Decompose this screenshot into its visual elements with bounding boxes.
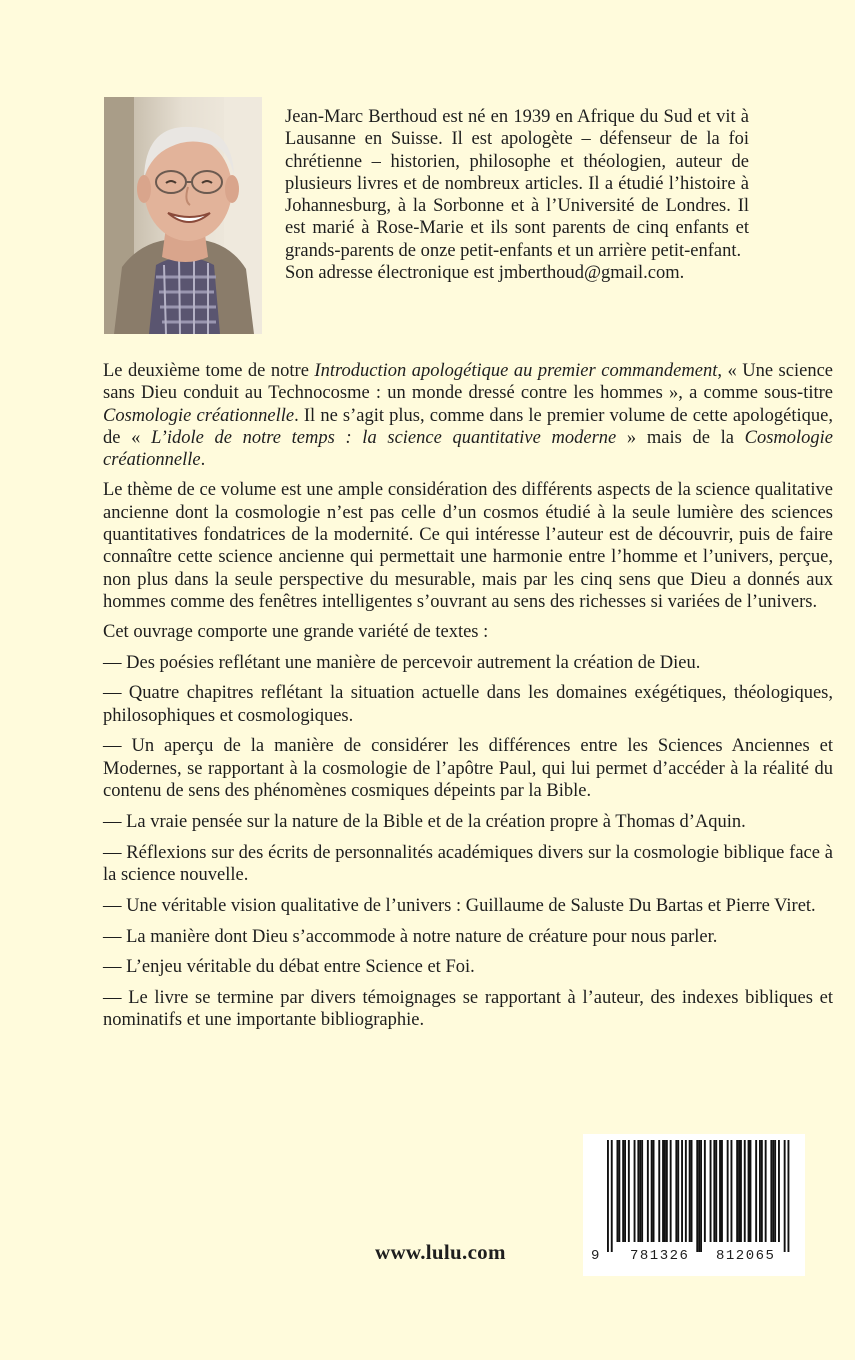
barcode-bar xyxy=(715,1140,717,1242)
barcode-bar xyxy=(721,1140,723,1242)
subtitle-repeat: Cosmologie créationnelle xyxy=(103,427,833,471)
author-photo xyxy=(104,97,262,334)
barcode-bar xyxy=(664,1140,666,1242)
contents-intro: Cet ouvrage comporte une grande variété de textes : xyxy=(103,622,489,643)
barcode-digits-left: 781326 xyxy=(630,1248,690,1264)
list-item: — La manière dont Dieu s’accommode à notre nature de créature pour nous parler. xyxy=(103,926,718,947)
barcode-bar xyxy=(641,1140,643,1242)
barcode-bar xyxy=(658,1140,660,1242)
theme-paragraph: Le thème de ce volume est une ample considération des différents aspects de la science qualitative ancienne dont la cosmologie n’est pas celle d’un cosmos étudié à la seule lumière des sciences quantitatives fondatrices de la modernité. Ce qui intéresse l’auteur est de découvrir, puis de faire connaître cette science ancienne qui permettait une harmonie entre l’homme et l’univers, perçue, non plus dans la seule perspective du mesurable, mais par les cinq sens que Dieu a donnés aux hommes comme des fenêtres intelligentes s’ouvrant au sens des richesses si variées de l’univers. xyxy=(103,480,833,612)
barcode-bar xyxy=(740,1140,742,1242)
barcode-bar xyxy=(738,1140,740,1242)
barcode-bar xyxy=(607,1140,609,1252)
barcode-bar xyxy=(622,1140,624,1242)
barcode-bar xyxy=(761,1140,763,1242)
first-volume-title: L’idole de notre temps : la science quantitative moderne xyxy=(151,427,617,448)
barcode-digit-first: 9 xyxy=(591,1248,601,1264)
publisher-website: www.lulu.com xyxy=(375,1240,506,1264)
barcode-bar xyxy=(681,1140,683,1242)
barcode-bar xyxy=(618,1140,620,1242)
intro-text-c: . Il ne s’agit plus, comme dans le premier volume de cette apologétique, de « xyxy=(103,405,834,448)
barcode-bar xyxy=(677,1140,679,1242)
barcode-bar xyxy=(770,1140,772,1242)
barcode-bar xyxy=(713,1140,715,1242)
barcode-bar xyxy=(731,1140,733,1242)
barcode-bar xyxy=(685,1140,687,1242)
barcode-bar xyxy=(788,1140,790,1252)
barcode-bar xyxy=(634,1140,636,1242)
barcode-bar xyxy=(784,1140,786,1252)
barcode-bar xyxy=(698,1140,700,1252)
list-item: — La vraie pensée sur la nature de la Bible et de la création propre à Thomas d’Aquin. xyxy=(103,811,746,832)
barcode-digits-right: 812065 xyxy=(716,1248,776,1264)
intro-text-d: » mais de la xyxy=(616,427,745,448)
barcode-bar xyxy=(637,1140,639,1242)
bio-text: Jean-Marc Berthoud est né en 1939 en Afrique du Sud et vit à Lausanne en Suisse. Il est apologète – défenseur de la foi chrétienne – historien, philosophe et théologien, auteur de plusieurs livres et de nombreux articles. Il a étudié l’histoire à Johannesburg, à la Sorbonne et à l’Université de Londres. Il est marié à Rose-Marie et ils sont parents de cinq enfants et grands-parents de onze petit-enfants et un arrière petit-enfant. xyxy=(285,107,749,261)
intro-text-b: , « Une science sans Dieu conduit au Technocosme : un monde dressé contre les hommes », a comme sous-titre xyxy=(103,361,833,404)
barcode-bar xyxy=(719,1140,721,1242)
barcode-bar xyxy=(689,1140,691,1242)
barcode-bar xyxy=(704,1140,706,1242)
list-item: — L’enjeu véritable du débat entre Science et Foi. xyxy=(103,957,475,978)
barcode-bar xyxy=(651,1140,653,1242)
list-item: — Réflexions sur des écrits de personnalités académiques divers sur la cosmologie biblique face à la science nouvelle. xyxy=(103,842,833,885)
barcode-bar xyxy=(617,1140,619,1242)
barcode-bar xyxy=(662,1140,664,1242)
barcode-bar xyxy=(639,1140,641,1242)
barcode-bar xyxy=(765,1140,767,1242)
author-portrait-image xyxy=(104,97,262,334)
barcode-bar xyxy=(727,1140,729,1242)
list-item: — Une véritable vision qualitative de l’univers : Guillaume de Saluste Du Bartas et Pierre Viret. xyxy=(103,895,816,916)
barcode-bar xyxy=(772,1140,774,1242)
barcode-bar xyxy=(778,1140,780,1242)
list-item: — Des poésies reflétant une manière de percevoir autrement la création de Dieu. xyxy=(103,652,701,673)
barcode-bar xyxy=(744,1140,746,1242)
intro-paragraph xyxy=(103,360,833,471)
intro-text-a: Le deuxième tome de notre xyxy=(103,361,315,381)
barcode-bar xyxy=(750,1140,752,1242)
barcode-bar xyxy=(691,1140,693,1242)
barcode-bar xyxy=(774,1140,776,1242)
barcode-bar xyxy=(710,1140,712,1242)
barcode-bar xyxy=(653,1140,655,1242)
barcode-bar xyxy=(624,1140,626,1242)
barcode-bar xyxy=(736,1140,738,1242)
barcode-bar xyxy=(675,1140,677,1242)
list-item: — Quatre chapitres reflétant la situation actuelle dans les domaines exégétiques, théologiques, philosophiques et cosmologiques. xyxy=(103,683,833,726)
barcode-bar xyxy=(611,1140,613,1252)
bio-email-line: Son adresse électronique est jmberthoud@gmail.com. xyxy=(285,263,685,284)
barcode-bar xyxy=(759,1140,761,1242)
barcode-bar xyxy=(647,1140,649,1242)
barcode-bar xyxy=(628,1140,630,1242)
series-title: Introduction apologétique au premier commandement xyxy=(314,361,718,381)
list-item: — Le livre se termine par divers témoignages se rapportant à l’auteur, des indexes bibliques et nominatifs et une importante bibliographie. xyxy=(103,988,833,1031)
list-item: — Un aperçu de la manière de considérer les différences entre les Sciences Anciennes et Modernes, se rapportant à la cosmologie de l’apôtre Paul, qui lui permet d’accéder à la réalité du contenu de sens des phénomènes cosmiques dépeints par la Bible. xyxy=(103,736,833,802)
barcode-bar xyxy=(666,1140,668,1242)
book-description xyxy=(103,360,833,1040)
barcode-bar xyxy=(755,1140,757,1242)
barcode-bar xyxy=(700,1140,702,1252)
intro-text-e: . xyxy=(200,450,206,471)
barcode-bar xyxy=(696,1140,698,1252)
barcode-bar xyxy=(670,1140,672,1242)
subtitle: Cosmologie créationnelle xyxy=(103,405,295,426)
author-bio xyxy=(285,106,749,284)
barcode-bar xyxy=(748,1140,750,1242)
